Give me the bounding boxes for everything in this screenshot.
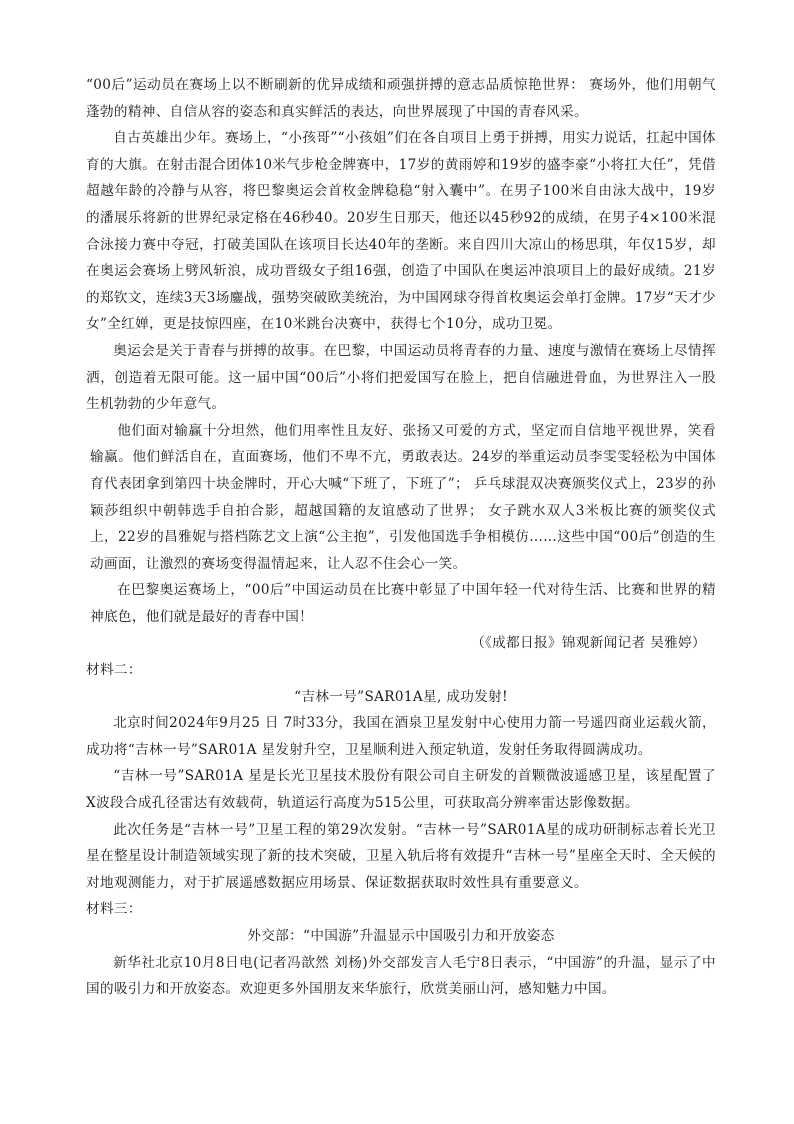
material2-label: 材料二： <box>86 662 142 679</box>
material2-paragraph-2: “吉林一号”SAR01A 星是长光卫星技术股份有限公司自主研发的首颗微波遥感卫星，该星配置了X波段合成孔径雷达有效载荷，轨道运行高度为515公里，可获取高分辨率雷达影像数据。 <box>86 768 716 812</box>
material1-paragraph-3: 奥运会是关于青春与拼搏的故事。在巴黎，中国运动员将青春的力量、速度与激情在赛场上尽情挥洒，创造着无限可能。这一届中国“00后”小将们把爱国写在脸上，把自信融进骨血，为世界注入一股生机勃勃的少年意气。 <box>86 342 716 413</box>
material1-paragraph-4: 他们面对输赢十分坦然，他们用率性且友好、张扬又可爱的方式，坚定而自信地平视世界，笑看输赢。他们鲜活自在，直面赛场，他们不卑不亢，勇敢表达。24岁的举重运动员李雯雯轻松为中国体育代表团拿到第四十块金牌时，开心大喊“下班了，下班了”； 乒乓球混双决赛颁奖仪式上，23岁的孙颖莎组织中朝韩选手自拍合影，超越国籍的友谊感动了世界； 女子跳水双人3米板比赛的颁奖仪式上，22岁的昌雅妮与搭档陈艺文上演“公主抱”，引发他国选手争相模仿……这些中国“00后”创造的生动画面，让激烈的赛场变得温情起来，让人忍不住会心一笑。 <box>90 422 716 572</box>
material1-paragraph-1: “00后”运动员在赛场上以不断刷新的优异成绩和顽强拼搏的意志品质惊艳世界： 赛场外，他们用朝气蓬勃的精神、自信从容的姿态和真实鲜活的表达，向世界展现了中国的青春风采。 <box>86 77 716 120</box>
material2-title: “吉林一号”SAR01A星, 成功发射! <box>294 688 508 705</box>
material2-paragraph-3: 此次任务是“吉林一号”卫星工程的第29次发射。“吉林一号”SAR01A星的成功研制标志着长光卫星在整星设计制造领域实现了新的技术突破，卫星入轨后将有效提升“吉林一号”星座全天时、全天候的对地观测能力，对于扩展遥感数据应用场景、保证数据获取时效性具有重要意义。 <box>86 821 716 891</box>
material2-paragraph-1: 北京时间2024年9月25 日 7时33分，我国在酒泉卫星发射中心使用力箭一号遥四商业运载火箭，成功将“吉林一号”SAR01A 星发射升空，卫星顺利进入预定轨道，发射任务取得圆满成功。 <box>86 715 716 758</box>
material3-label: 材料三： <box>86 901 142 918</box>
material1-paragraph-5: 在巴黎奥运赛场上，“00后”中国运动员在比赛中彰显了中国年轻一代对待生活、比赛和世界的精神底色，他们就是最好的青春中国！ <box>90 582 716 625</box>
material3-paragraph-1: 新华社北京10月8日电(记者冯歆然 刘杨)外交部发言人毛宁8日表示，“中国游”的升温，显示了中国的吸引力和开放姿态。欢迎更多外国朋友来华旅行，欣赏美丽山河，感知魅力中国。 <box>86 954 716 998</box>
document-page <box>86 72 716 1003</box>
material3-title: 外交部：“中国游”升温显示中国吸引力和开放姿态 <box>247 928 555 944</box>
material1-source: （《成都日报》锦观新闻记者 吴雅婷） <box>471 635 706 652</box>
material1-paragraph-2: 自古英雄出少年。赛场上，“小孩哥”“小孩姐”们在各自项目上勇于拼搏，用实力说话，扛起中国体育的大旗。在射击混合团体10米气步枪金牌赛中，17岁的黄雨婷和19岁的盛李豪“小将扛大任”，凭借超越年龄的冷静与从容，将巴黎奥运会首枚金牌稳稳“射入囊中”。在男子100米自由泳大战中，19岁的潘展乐将新的世界纪录定格在46秒40。20岁生日那天，他还以45秒92的成绩，在男子4×100米混合泳接力赛中夺冠，打破美国队在该项目长达40年的垄断。来自四川大凉山的杨思琪，年仅15岁，却在奥运会赛场上劈风斩浪，成功晋级女子组16强，创造了中国队在奥运冲浪项目上的最好成绩。21岁的郑钦文，连续3天3场鏖战，强势突破欧美统治，为中国网球夺得首枚奥运会单打金牌。17岁“天才少女”全红婵，更是技惊四座，在10米跳台决赛中，获得七个10分，成功卫冕。 <box>86 130 716 333</box>
